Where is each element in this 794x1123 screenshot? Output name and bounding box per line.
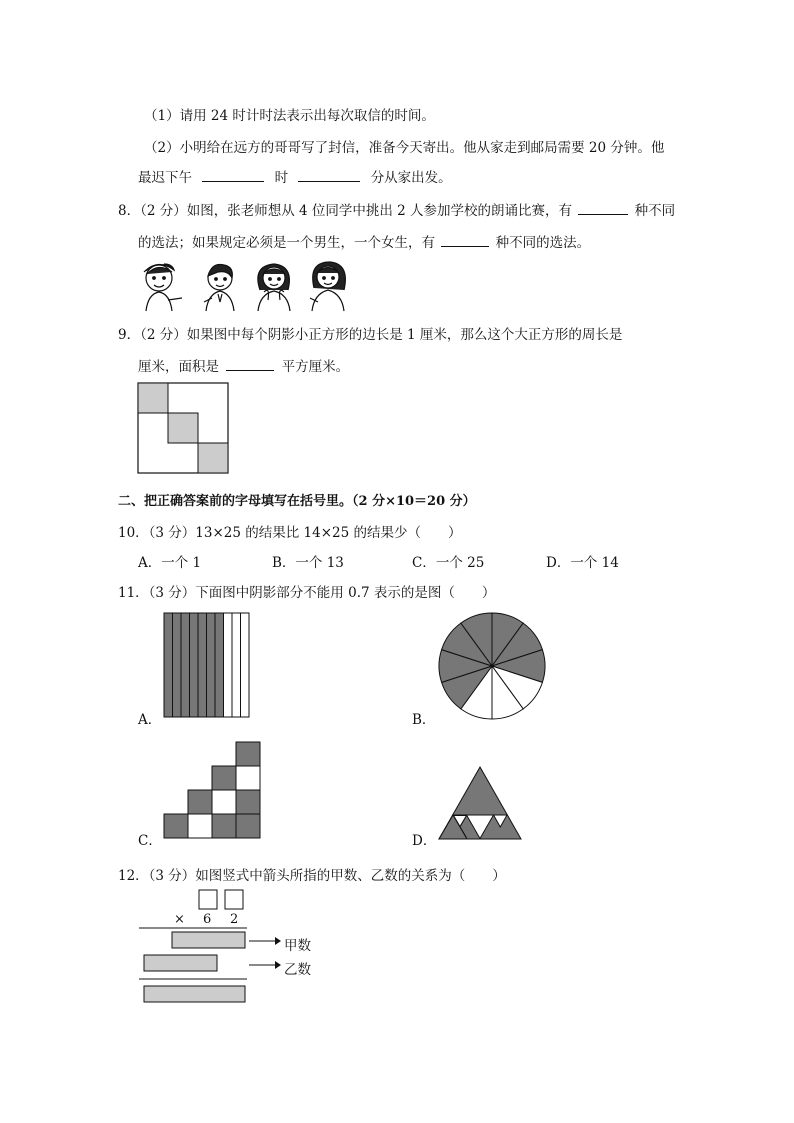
section2-title: 二、把正确答案前的字母填写在括号里。（2 分×10＝20 分）	[118, 494, 476, 509]
yi-number-bar	[144, 955, 217, 971]
q10-stem: 10．（3 分）13×25 的结果比 14×25 的结果少（ ）	[118, 525, 462, 541]
q11-figure-d	[437, 765, 523, 841]
q11-label-d[interactable]: D．	[412, 833, 437, 849]
q7-text-a: 最迟下午	[138, 170, 192, 186]
q11-stem: 11．（3 分）下面图中阴影部分不能用 0.7 表示的是图（ ）	[118, 585, 496, 601]
q7-sub2-line2	[138, 166, 452, 186]
q10-option-c[interactable]: C．一个 25	[412, 555, 485, 571]
four-children-illustration	[138, 258, 360, 312]
q7-sub1: （1）请用 24 时计时法表示出每次取信的时间。	[144, 108, 435, 124]
q11-figure-b	[437, 611, 547, 721]
q12-yi-label: 乙数	[284, 962, 311, 978]
q9-line1: 9．（2 分）如果图中每个阴影小正方形的边长是 1 厘米，那么这个大正方形的周长是	[118, 327, 623, 343]
product-bar	[144, 986, 245, 1002]
q9-text-b: 平方厘米。	[281, 359, 350, 375]
q7-hour-blank[interactable]	[202, 169, 264, 182]
digit-box-2	[225, 890, 243, 909]
q12-stem: 12．（3 分）如图竖式中箭头所指的甲数、乙数的关系为（ ）	[118, 868, 506, 884]
q8-blank2[interactable]	[441, 234, 489, 247]
q7-minute-blank[interactable]	[298, 169, 360, 182]
q12-digit-6: 6	[203, 912, 212, 927]
q11-figure-a	[163, 612, 251, 720]
q8-text-c: 的选法；如果规定必须是一个男生，一个女生，有	[138, 235, 435, 251]
q7-sub2-line1: （2）小明给在远方的哥哥写了封信，准备今天寄出。他从家走到邮局需要 20 分钟。他	[144, 140, 665, 156]
q7-text-c: 分从家出发。	[370, 170, 452, 186]
q8-text-b: 种不同	[634, 203, 676, 219]
q11-label-c[interactable]: C．	[138, 833, 162, 849]
q10-option-d[interactable]: D．一个 14	[546, 555, 619, 571]
q8-text-d: 种不同的选法。	[495, 235, 591, 251]
boy-2-icon	[204, 264, 234, 311]
girl-1-icon	[258, 264, 290, 311]
q11-label-a[interactable]: A．	[138, 712, 162, 728]
q10-option-a[interactable]: A．一个 1	[138, 555, 202, 571]
girl-2-icon	[310, 262, 345, 311]
digit-box-1	[199, 890, 217, 909]
q12-digit-2: 2	[230, 912, 239, 927]
jia-number-bar	[172, 932, 245, 948]
q9-area-blank[interactable]	[226, 358, 274, 371]
q8-line2	[138, 231, 590, 251]
q8-blank1[interactable]	[578, 202, 628, 215]
q11-label-b[interactable]: B．	[412, 712, 436, 728]
q10-option-b[interactable]: B．一个 13	[272, 555, 344, 571]
q7-text-b: 时	[274, 170, 289, 186]
q8-text-a: 8．（2 分）如图，张老师想从 4 位同学中挑出 2 人参加学校的朗诵比赛，有	[118, 203, 573, 219]
q11-figure-c	[163, 741, 263, 841]
q8-line1	[118, 199, 675, 219]
q9-line2	[138, 355, 349, 375]
q9-square-figure	[137, 382, 231, 476]
q12-times: ×	[174, 912, 185, 927]
q9-text-a: 厘米，面积是	[138, 359, 219, 375]
q12-jia-label: 甲数	[284, 938, 311, 954]
boy-1-icon	[144, 264, 182, 311]
